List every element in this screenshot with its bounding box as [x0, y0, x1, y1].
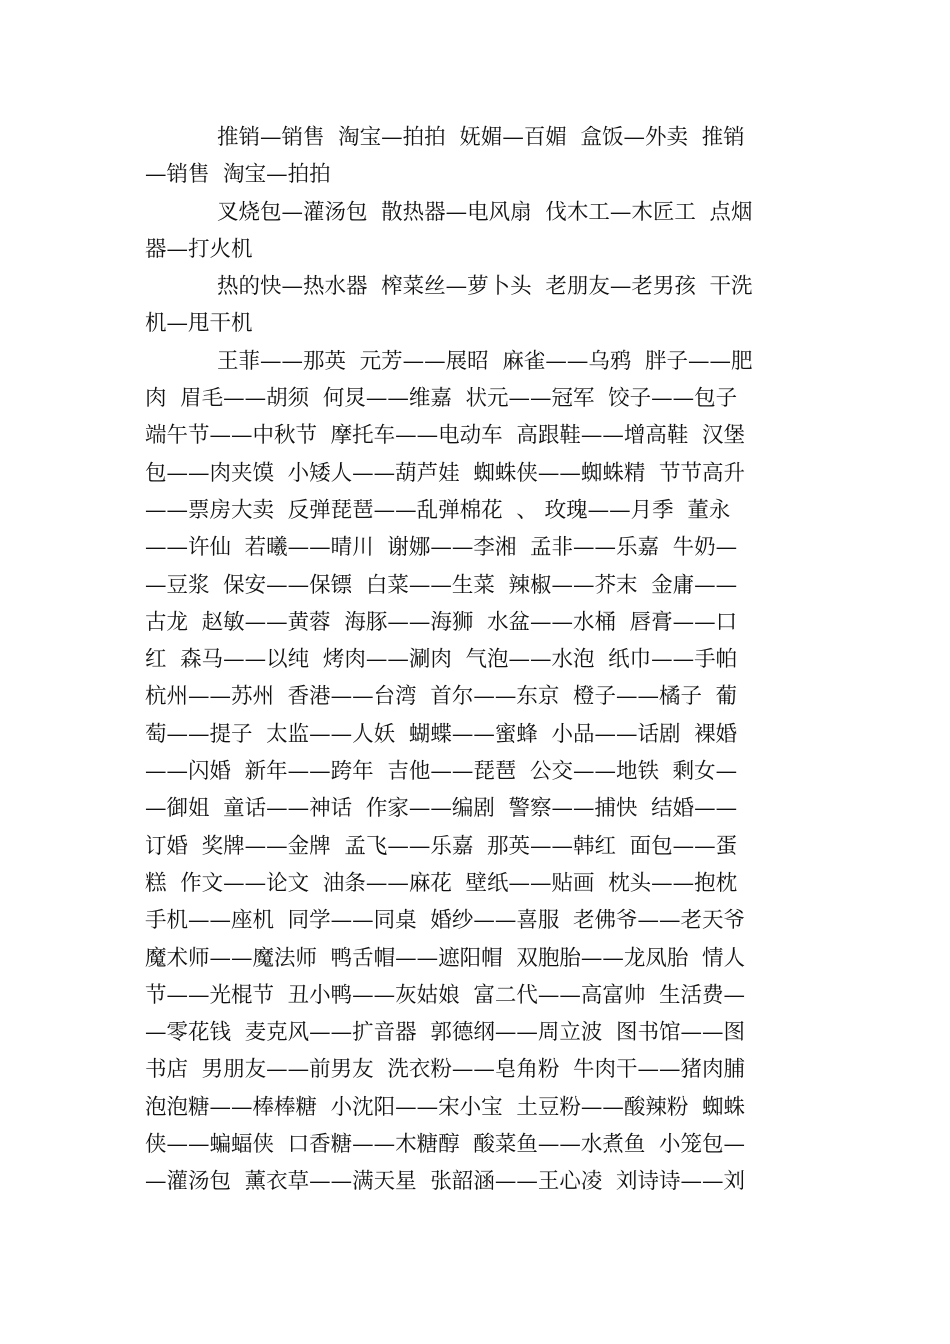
- text-line: 杭州——苏州 香港——台湾 首尔——东京 橙子——橘子 葡: [145, 684, 738, 710]
- text-line: —豆浆 保安——保镖 白菜——生菜 辣椒——芥末 金庸——: [145, 572, 738, 598]
- text-line: 节——光棍节 丑小鸭——灰姑娘 富二代——高富帅 生活费—: [145, 982, 746, 1008]
- text-line: 订婚 奖牌——金牌 孟飞——乐嘉 那英——韩红 面包——蛋: [145, 833, 738, 859]
- paragraph-4-line-1: 王菲——那英 元芳——展昭 麻雀——乌鸦 胖子——肥: [217, 348, 753, 374]
- text-line: ——闪婚 新年——跨年 吉他——琵琶 公交——地铁 剩女—: [145, 759, 738, 785]
- text-line: 端午节——中秋节 摩托车——电动车 高跟鞋——增高鞋 汉堡: [145, 423, 746, 449]
- text-line: 泡泡糖——棒棒糖 小沈阳——宋小宝 土豆粉——酸辣粉 蜘蛛: [145, 1094, 746, 1120]
- text-line: 肉 眉毛——胡须 何炅——维嘉 状元——冠军 饺子——包子: [145, 386, 738, 412]
- document-body: [145, 119, 805, 1201]
- text-line: 侠——蝙蝠侠 口香糖——木糖醇 酸菜鱼——水煮鱼 小笼包—: [145, 1132, 746, 1158]
- text-line: —御姐 童话——神话 作家——编剧 警察——捕快 结婚——: [145, 796, 738, 822]
- text-line: 书店 男朋友——前男友 洗衣粉——皂角粉 牛肉干——猪肉脯: [145, 1057, 746, 1083]
- text-line: 魔术师——魔法师 鸭舌帽——遮阳帽 双胞胎——龙凤胎 情人: [145, 945, 746, 971]
- text-line: 萄——提子 太监——人妖 蝴蝶——蜜蜂 小品——话剧 裸婚: [145, 721, 738, 747]
- paragraph-3-line-1: 热的快—热水器 榨菜丝—萝卜头 老朋友—老男孩 干洗: [217, 274, 753, 300]
- text-line: ——票房大卖 反弹琵琶——乱弹棉花 、 玫瑰——月季 董永: [145, 497, 731, 523]
- text-line: —灌汤包 薰衣草——满天星 张韶涵——王心凌 刘诗诗——刘: [145, 1169, 746, 1195]
- text-line: 红 森马——以纯 烤肉——涮肉 气泡——水泡 纸巾——手帕: [145, 647, 738, 673]
- text-line: ——许仙 若曦——晴川 谢娜——李湘 孟非——乐嘉 牛奶—: [145, 535, 738, 561]
- paragraph-2-line-2: 器—打火机: [145, 236, 253, 262]
- paragraph-2-line-1: 叉烧包—灌汤包 散热器—电风扇 伐木工—木匠工 点烟: [217, 199, 753, 225]
- paragraph-3-line-2: 机—甩干机: [145, 311, 253, 337]
- text-line: 手机——座机 同学——同桌 婚纱——喜服 老佛爷——老天爷: [145, 908, 746, 934]
- text-line: 包——肉夹馍 小矮人——葫芦娃 蜘蛛侠——蜘蛛精 节节高升: [145, 460, 746, 486]
- text-line: 古龙 赵敏——黄蓉 海豚——海狮 水盆——水桶 唇膏——口: [145, 609, 738, 635]
- paragraph-1-line-1: 推销—销售 淘宝—拍拍 妩媚—百媚 盒饭—外卖 推销: [217, 125, 745, 150]
- paragraph-1-line-2: —销售 淘宝—拍拍: [145, 162, 331, 188]
- text-line: 糕 作文——论文 油条——麻花 壁纸——贴画 枕头——抱枕: [145, 870, 738, 896]
- text-line: —零花钱 麦克风——扩音器 郭德纲——周立波 图书馆——图: [145, 1020, 746, 1046]
